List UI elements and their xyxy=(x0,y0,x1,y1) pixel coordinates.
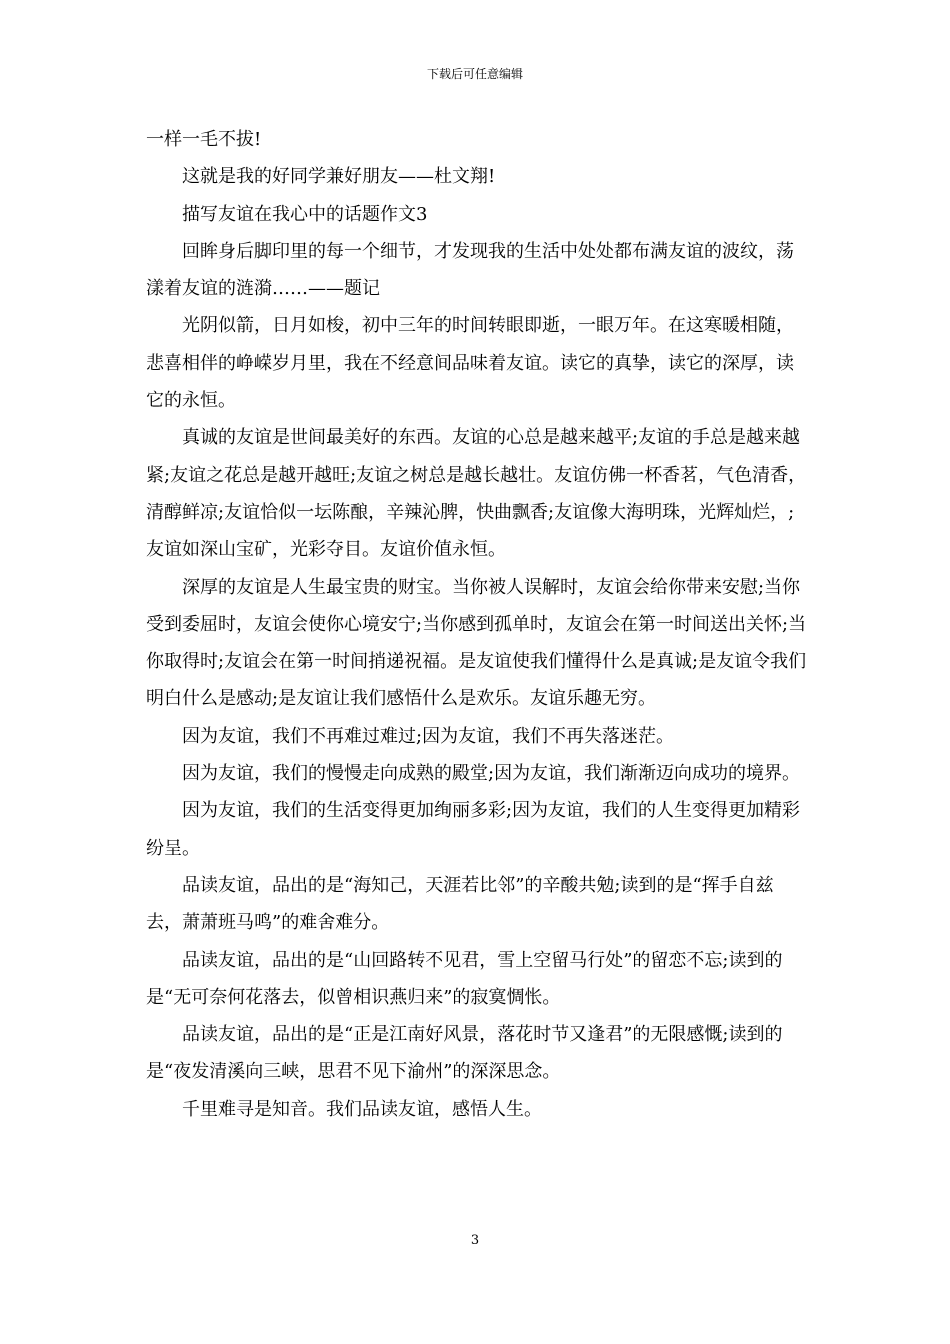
paragraph: 因为友谊，我们的生活变得更加绚丽多彩;因为友谊，我们的人生变得更加精彩纷呈。 xyxy=(146,800,801,859)
paragraph: 光阴似箭，日月如梭，初中三年的时间转眼即逝，一眼万年。在这寒暖相随，悲喜相伴的峥嵘岁月里，我在不经意间品味着友谊。读它的真挚，读它的深厚，读它的永恒。 xyxy=(146,315,794,412)
paragraph: 品读友谊，品出的是“海知己，天涯若比邻”的辛酸共勉;读到的是“挥手自兹去，萧萧班马鸣”的难舍难分。 xyxy=(146,874,774,934)
paragraph: 千里难寻是知音。我们品读友谊，感悟人生。 xyxy=(182,1098,542,1120)
page-number: 3 xyxy=(470,1233,480,1248)
paragraph: 品读友谊，品出的是“山回路转不见君，雪上空留马行处”的留恋不忘;读到的是“无可奈何花落去，似曾相识燕归来”的寂寞惆怅。 xyxy=(146,949,783,1008)
paragraph: 深厚的友谊是人生最宝贵的财宝。当你被人误解时，友谊会给你带来安慰;当你受到委屈时，友谊会使你心境安宁;当你感到孤单时，友谊会在第一时间送出关怀;当你取得时;友谊会在第一时间捎递祝福。是友谊使我们懂得什么是真诚;是友谊令我们明白什么是感动;是友谊让我们感悟什么是欢乐。友谊乐趣无穷。 xyxy=(146,576,807,710)
page-header: 下载后可任意编辑 xyxy=(426,67,523,81)
document-body xyxy=(146,121,808,1128)
paragraph: 因为友谊，我们的慢慢走向成熟的殿堂;因为友谊，我们渐渐迈向成功的境界。 xyxy=(182,763,801,785)
paragraph: 品读友谊，品出的是“正是江南好风景，落花时节又逢君”的无限感慨;读到的是“夜发清溪向三峡，思君不见下渝州”的深深思念。 xyxy=(146,1024,783,1083)
essay-title: 描写友谊在我心中的话题作文3 xyxy=(182,203,428,225)
paragraph-continued: 一样一毛不拔! xyxy=(146,129,262,150)
paragraph-epigraph: 回眸身后脚印里的每一个细节，才发现我的生活中处处都布满友谊的波纹，荡漾着友谊的涟漪……——题记 xyxy=(146,240,794,300)
paragraph: 真诚的友谊是世间最美好的东西。友谊的心总是越来越平;友谊的手总是越来越紧;友谊之花总是越开越旺;友谊之树总是越长越壮。友谊仿佛一杯香茗，气色清香，清醇鲜凉;友谊恰似一坛陈酿，辛辣沁脾，快曲飘香;友谊像大海明珠，光辉灿烂，;友谊如深山宝矿，光彩夺目。友谊价值永恒。 xyxy=(146,427,807,561)
paragraph: 这就是我的好同学兼好朋友——杜文翔! xyxy=(182,166,496,188)
paragraph: 因为友谊，我们不再难过难过;因为友谊，我们不再失落迷茫。 xyxy=(182,725,675,747)
